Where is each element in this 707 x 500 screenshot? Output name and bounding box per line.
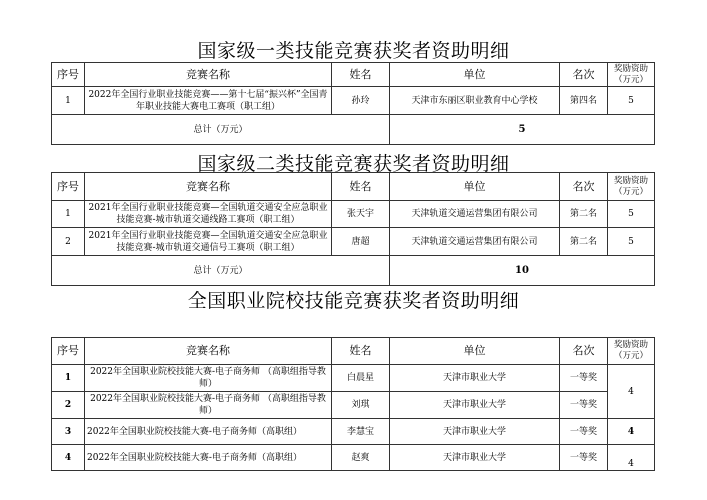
col-header-competition: 竞赛名称	[85, 338, 332, 365]
section3-title: 全国职业院校技能竞赛获奖者资助明细	[187, 290, 520, 312]
table-header-row	[52, 338, 655, 365]
section1-table	[51, 62, 655, 145]
cell-rank: 第二名	[560, 228, 608, 256]
cell-name: 李慧宝	[332, 419, 390, 445]
cell-no: 2	[52, 392, 85, 419]
cell-name: 孙玲	[332, 87, 390, 115]
table-row	[52, 445, 655, 471]
section1-title: 国家级一类技能竞赛获奖者资助明细	[197, 40, 510, 62]
cell-no: 2	[52, 228, 85, 256]
cell-no: 1	[52, 87, 85, 115]
cell-name: 张天宇	[332, 201, 390, 228]
cell-no: 3	[52, 419, 85, 445]
table-row	[52, 201, 655, 228]
cell-rank: 一等奖	[560, 392, 608, 419]
table-header-row	[52, 173, 655, 201]
total-row	[52, 115, 655, 145]
cell-competition: 2022年全国行业职业技能竞赛——第十七届“振兴杯”全国青年职业技能大赛电工赛项（职工组）	[85, 87, 332, 115]
col-header-award: 奖励资助（万元）	[608, 338, 655, 365]
total-value: 5	[390, 115, 655, 145]
cell-award: 4	[608, 445, 655, 471]
col-header-unit: 单位	[390, 173, 560, 201]
col-header-award: 奖励资助（万元）	[608, 173, 655, 201]
cell-rank: 一等奖	[560, 419, 608, 445]
cell-unit: 天津市职业大学	[390, 445, 560, 471]
cell-unit: 天津市职业大学	[390, 419, 560, 445]
cell-rank: 一等奖	[560, 365, 608, 392]
table-row	[52, 392, 655, 419]
col-header-rank: 名次	[560, 173, 608, 201]
cell-name: 刘琪	[332, 392, 390, 419]
table-header-row	[52, 63, 655, 87]
col-header-award: 奖励资助（万元）	[608, 63, 655, 87]
cell-unit: 天津市东丽区职业教育中心学校	[390, 87, 560, 115]
col-header-unit: 单位	[390, 338, 560, 365]
total-label: 总计（万元）	[52, 256, 390, 286]
cell-no: 1	[52, 201, 85, 228]
cell-award: 4	[608, 419, 655, 445]
section2-title: 国家级二类技能竞赛获奖者资助明细	[197, 153, 510, 175]
cell-unit: 天津市职业大学	[390, 392, 560, 419]
col-header-no: 序号	[52, 63, 85, 87]
table-row	[52, 87, 655, 115]
total-value: 10	[390, 256, 655, 286]
cell-award: 5	[608, 87, 655, 115]
col-header-no: 序号	[52, 338, 85, 365]
cell-rank: 第四名	[560, 87, 608, 115]
cell-competition: 2022年全国职业院校技能大赛-电子商务师 （高职组指导教师）	[85, 392, 332, 419]
cell-name: 唐超	[332, 228, 390, 256]
cell-competition: 2022年全国职业院校技能大赛-电子商务师（高职组）	[85, 419, 332, 445]
cell-award-merged: 4	[608, 365, 655, 419]
table-row	[52, 419, 655, 445]
col-header-competition: 竞赛名称	[85, 63, 332, 87]
cell-rank: 第二名	[560, 201, 608, 228]
col-header-no: 序号	[52, 173, 85, 201]
section3-table	[51, 337, 655, 471]
col-header-name: 姓名	[332, 338, 390, 365]
total-row	[52, 256, 655, 286]
cell-competition: 2022年全国职业院校技能大赛-电子商务师 （高职组指导教师）	[85, 365, 332, 392]
cell-unit: 天津轨道交通运营集团有限公司	[390, 228, 560, 256]
cell-competition: 2021年全国行业职业技能竞赛—全国轨道交通安全应急职业技能竞赛-城市轨道交通线路工赛项（职工组）	[85, 201, 332, 228]
cell-name: 白晨星	[332, 365, 390, 392]
table-row	[52, 228, 655, 256]
col-header-unit: 单位	[390, 63, 560, 87]
cell-unit: 天津市职业大学	[390, 365, 560, 392]
col-header-rank: 名次	[560, 63, 608, 87]
col-header-name: 姓名	[332, 63, 390, 87]
cell-award: 5	[608, 228, 655, 256]
col-header-competition: 竞赛名称	[85, 173, 332, 201]
cell-unit: 天津轨道交通运营集团有限公司	[390, 201, 560, 228]
cell-award: 5	[608, 201, 655, 228]
cell-no: 1	[52, 365, 85, 392]
cell-no: 4	[52, 445, 85, 471]
col-header-name: 姓名	[332, 173, 390, 201]
total-label: 总计（万元）	[52, 115, 390, 145]
cell-name: 赵爽	[332, 445, 390, 471]
table-row	[52, 365, 655, 392]
cell-competition: 2021年全国行业职业技能竞赛—全国轨道交通安全应急职业技能竞赛-城市轨道交通信号工赛项（职工组）	[85, 228, 332, 256]
cell-competition: 2022年全国职业院校技能大赛-电子商务师（高职组）	[85, 445, 332, 471]
col-header-rank: 名次	[560, 338, 608, 365]
section2-table	[51, 172, 655, 286]
cell-rank: 一等奖	[560, 445, 608, 471]
